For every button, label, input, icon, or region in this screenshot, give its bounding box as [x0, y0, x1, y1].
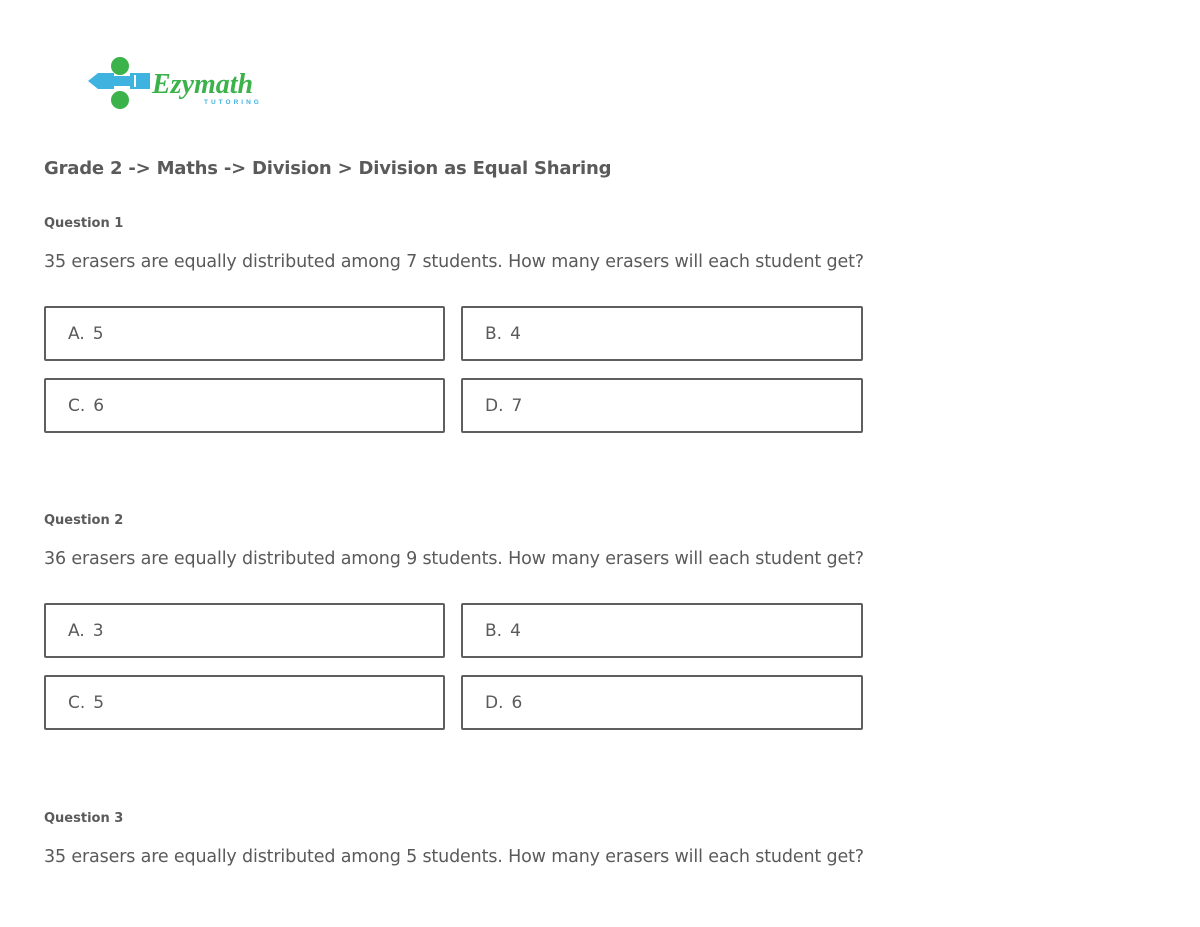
option-value: 3	[92, 620, 104, 641]
question-text: 36 erasers are equally distributed among 9 students. How many erasers will each student get?	[44, 549, 864, 569]
logo-dot-top	[111, 57, 129, 75]
option-a[interactable]	[44, 306, 445, 361]
answer-options	[44, 603, 864, 730]
ezymath-logo	[86, 54, 286, 114]
ezymath-logo-icon	[86, 54, 286, 114]
option-letter: D.	[485, 692, 504, 713]
option-c[interactable]	[44, 378, 445, 433]
option-letter: A.	[68, 323, 85, 344]
option-value: 5	[92, 323, 104, 344]
breadcrumb: Grade 2 -> Maths -> Division > Division as Equal Sharing	[44, 158, 612, 179]
question-text: 35 erasers are equally distributed among 7 students. How many erasers will each student get?	[44, 252, 864, 272]
option-letter: A.	[68, 620, 85, 641]
pencil-stripe	[134, 75, 136, 87]
option-value: 4	[510, 323, 521, 344]
option-value: 4	[510, 620, 521, 641]
option-value: 6	[511, 692, 523, 713]
option-b[interactable]	[461, 306, 863, 361]
logo-sub-text: TUTORING	[204, 99, 262, 106]
option-d[interactable]	[461, 378, 863, 433]
pencil-body-right	[130, 73, 150, 89]
question-label: Question 1	[44, 216, 124, 231]
question-text: 35 erasers are equally distributed among 5 students. How many erasers will each student get?	[44, 847, 864, 867]
logo-dot-bottom	[111, 91, 129, 109]
option-letter: B.	[485, 620, 503, 641]
pencil-body-mid	[112, 76, 130, 86]
option-letter: D.	[485, 395, 504, 416]
question-label: Question 3	[44, 811, 124, 826]
option-letter: B.	[485, 323, 503, 344]
option-c[interactable]	[44, 675, 445, 730]
logo-brand-text: Ezymath	[152, 69, 254, 100]
option-b[interactable]	[461, 603, 863, 658]
pencil-body-left	[98, 73, 114, 89]
option-letter: C.	[68, 692, 86, 713]
answer-options	[44, 306, 864, 433]
option-value: 7	[511, 395, 523, 416]
option-value: 6	[93, 395, 105, 416]
option-d[interactable]	[461, 675, 863, 730]
option-letter: C.	[68, 395, 86, 416]
option-value: 5	[93, 692, 105, 713]
pencil-tip-shape	[88, 73, 98, 89]
option-a[interactable]	[44, 603, 445, 658]
question-label: Question 2	[44, 513, 124, 528]
